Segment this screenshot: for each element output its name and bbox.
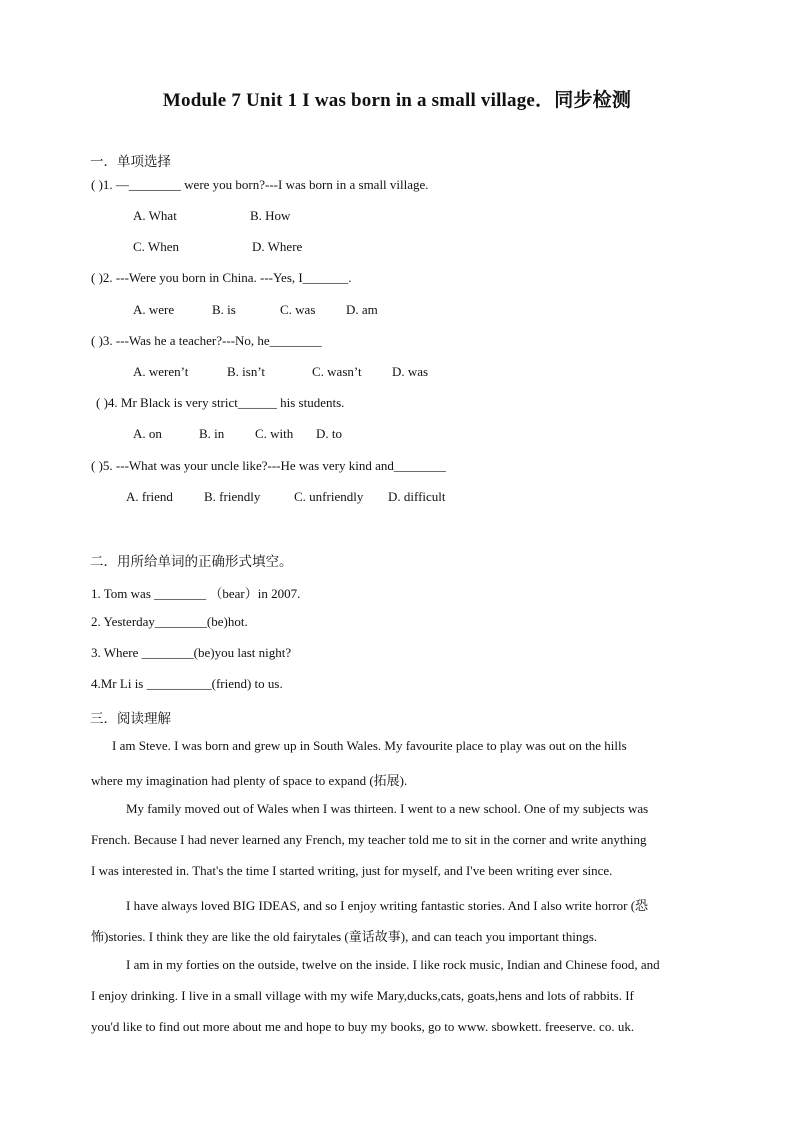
reading-line: I am in my forties on the outside, twelve on the inside. I like rock music, Indian and Chinese food, and <box>126 957 660 972</box>
section-heading-multiple-choice: 一．单项选择 <box>90 154 171 169</box>
q3-option-c: C. wasn’t <box>312 364 362 379</box>
page-title: Module 7 Unit 1 I was born in a small village．同步检测 <box>162 90 632 111</box>
q2-option-d: D. am <box>346 302 378 317</box>
question-5-stem: ( )5. ---What was your uncle like?---He was very kind and________ <box>91 458 446 473</box>
fill-item-1: 1. Tom was ________ （bear）in 2007. <box>91 586 301 601</box>
question-4-stem: ( )4. Mr Black is very strict______ his students. <box>96 395 345 410</box>
reading-line: 怖)stories. I think they are like the old fairytales (童话故事), and can teach you important things. <box>91 929 598 944</box>
q5-option-c: C. unfriendly <box>294 489 364 504</box>
question-1-stem: ( )1. —________ were you born?---I was born in a small village. <box>91 177 429 192</box>
q4-option-a: A. on <box>133 426 162 441</box>
q3-option-b: B. isn’t <box>227 364 266 379</box>
q5-option-b: B. friendly <box>204 489 261 504</box>
reading-line: you'd like to find out more about me and hope to buy my books, go to www. sbowkett. freeserve. co. uk. <box>91 1019 635 1034</box>
q5-option-d: D. difficult <box>388 489 446 504</box>
q2-option-b: B. is <box>212 302 236 317</box>
q1-option-a: A. What <box>133 208 177 223</box>
q1-option-c: C. When <box>133 239 179 254</box>
fill-item-2: 2. Yesterday________(be)hot. <box>91 614 248 629</box>
q3-option-d: D. was <box>392 364 429 379</box>
q1-option-d: D. Where <box>252 239 303 254</box>
q2-option-a: A. were <box>133 302 175 317</box>
reading-line: where my imagination had plenty of space to expand (拓展). <box>91 773 408 788</box>
section-heading-reading: 三．阅读理解 <box>90 711 171 726</box>
q3-option-a: A. weren’t <box>133 364 189 379</box>
q4-option-c: C. with <box>255 426 294 441</box>
reading-line: French. Because I had never learned any French, my teacher told me to sit in the corner and write anything <box>91 832 647 847</box>
reading-line: My family moved out of Wales when I was thirteen. I went to a new school. One of my subjects was <box>126 801 649 816</box>
reading-line: I am Steve. I was born and grew up in South Wales. My favourite place to play was out on the hills <box>112 738 627 753</box>
q2-option-c: C. was <box>280 302 316 317</box>
fill-item-4: 4.Mr Li is __________(friend) to us. <box>91 676 283 691</box>
reading-line: I was interested in. That's the time I started writing, just for myself, and I've been writing ever since. <box>91 863 613 878</box>
question-2-stem: ( )2. ---Were you born in China. ---Yes, I_______. <box>91 270 352 285</box>
reading-line: I enjoy drinking. I live in a small village with my wife Mary,ducks,cats, goats,hens and lots of rabbits. If <box>91 988 634 1003</box>
q1-option-b: B. How <box>250 208 291 223</box>
section-heading-fill-in: 二．用所给单词的正确形式填空。 <box>90 554 293 569</box>
q4-option-b: B. in <box>199 426 225 441</box>
q4-option-d: D. to <box>316 426 342 441</box>
reading-line: I have always loved BIG IDEAS, and so I enjoy writing fantastic stories. And I also write horror (恐 <box>126 898 649 913</box>
question-3-stem: ( )3. ---Was he a teacher?---No, he________ <box>91 333 322 348</box>
q5-option-a: A. friend <box>126 489 173 504</box>
fill-item-3: 3. Where ________(be)you last night? <box>91 645 292 660</box>
